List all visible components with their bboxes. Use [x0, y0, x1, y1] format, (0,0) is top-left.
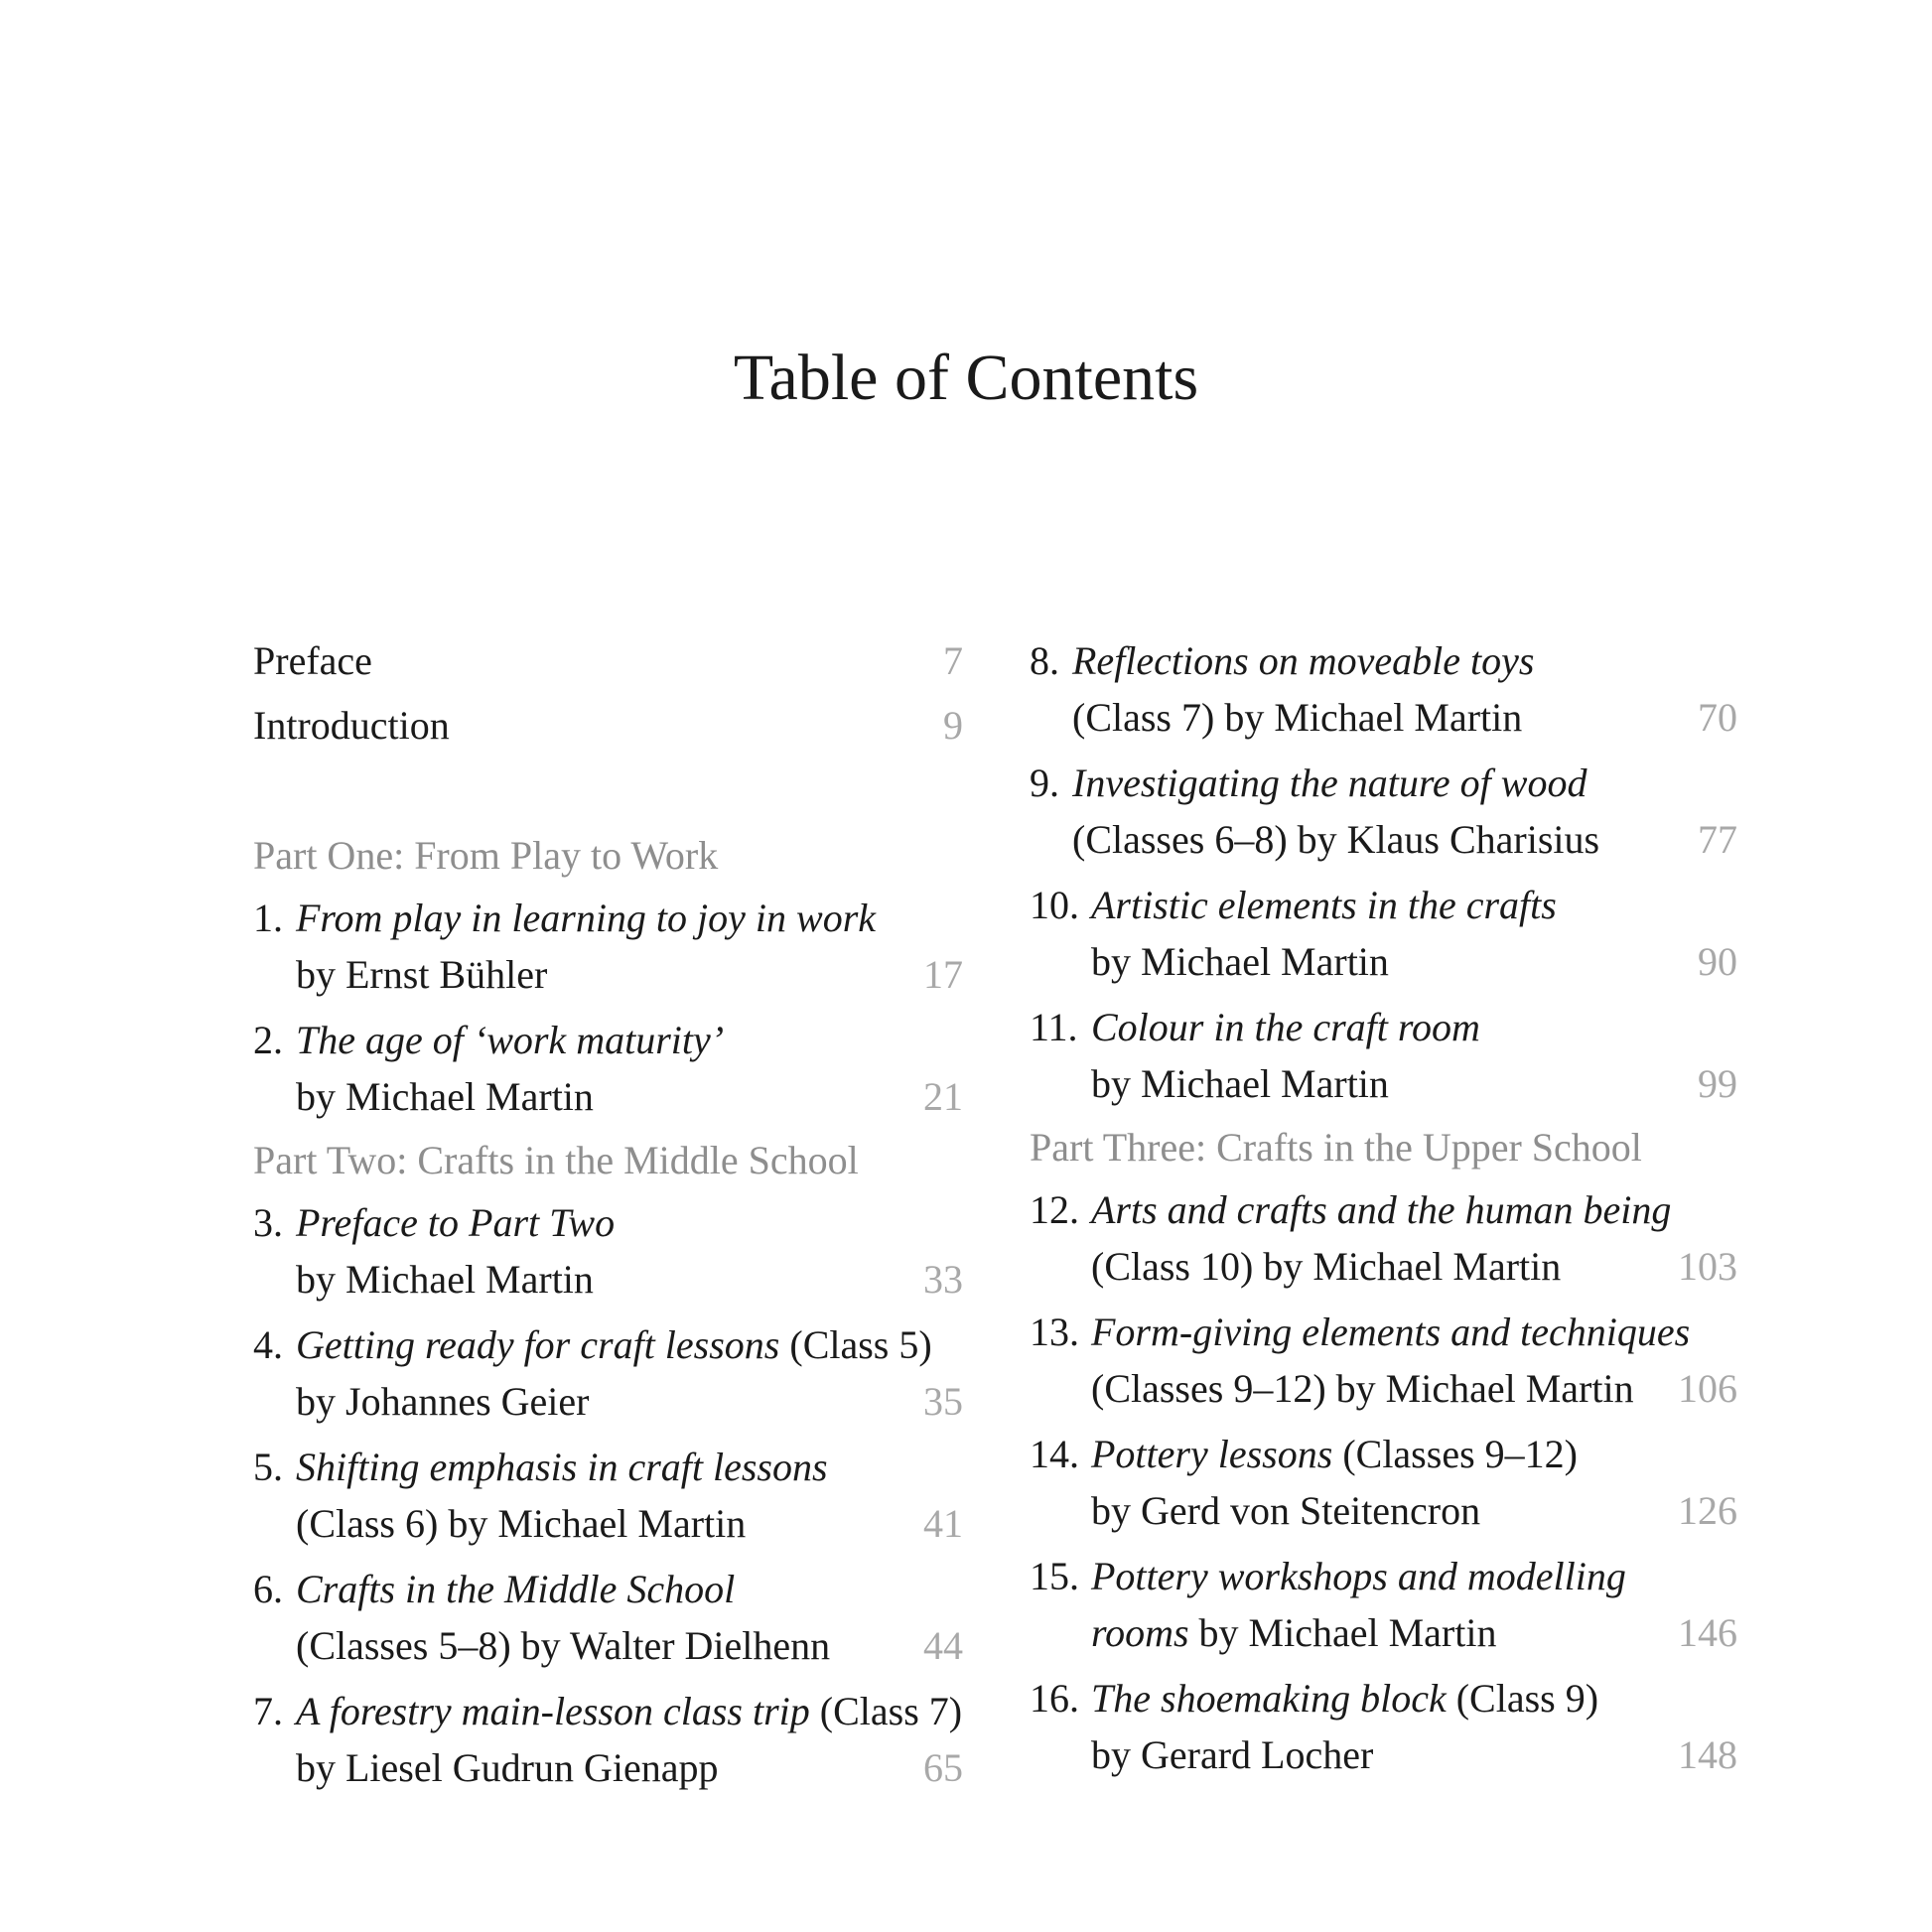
entry-number: 10.: [1030, 883, 1079, 927]
entry-author: by Johannes Geier: [296, 1379, 590, 1424]
entry-title-line: [1091, 1426, 1737, 1482]
entry-title-line: [1072, 755, 1737, 811]
entry-author: by Michael Martin: [296, 1257, 594, 1302]
toc-entry: [1030, 632, 1737, 746]
entry-number: 4.: [253, 1322, 283, 1367]
part-three-entries: [1030, 1181, 1737, 1783]
entry-title: Reflections on moveable toys: [1072, 638, 1535, 683]
entry-title-line: [296, 1561, 963, 1617]
entry-title: Pottery lessons: [1091, 1432, 1333, 1476]
entry-number: 16.: [1030, 1676, 1079, 1721]
entry-author-line: [1091, 1726, 1737, 1783]
entry-title: From play in learning to joy in work: [296, 896, 877, 940]
entry-title: Preface to Part Two: [296, 1200, 616, 1245]
page-number: 33: [923, 1257, 963, 1302]
entry-author: (Class 10) by Michael Martin: [1091, 1244, 1562, 1289]
entry-title: Colour in the craft room: [1091, 1005, 1480, 1049]
part-two-entries: [253, 1194, 963, 1796]
entry-author-line: [1091, 1055, 1737, 1112]
toc-entry: [1030, 1426, 1737, 1539]
entry-number: 13.: [1030, 1310, 1079, 1354]
page-number: 77: [1698, 817, 1737, 862]
entry-title-line: [296, 890, 963, 946]
entry-author-line: [296, 1373, 963, 1430]
toc-entry: [1030, 877, 1737, 990]
entry-author-line: [296, 1068, 963, 1125]
entry-title-line: [296, 1439, 963, 1495]
part-two-heading: Part Two: Crafts in the Middle School: [253, 1138, 859, 1182]
entry-title-line: [1091, 999, 1737, 1055]
toc-entry: [1030, 999, 1737, 1112]
entry-author-line: [296, 1495, 963, 1552]
page-number: 99: [1698, 1061, 1737, 1106]
page-number: 21: [923, 1074, 963, 1119]
entry-line2-italic: rooms: [1091, 1610, 1189, 1655]
entry-author-line: [296, 1617, 963, 1674]
page-number: 7: [943, 638, 963, 683]
entry-author: by Gerard Locher: [1091, 1732, 1374, 1777]
entry-author-line: [1091, 933, 1737, 990]
toc-right-column: [1030, 632, 1737, 1792]
entry-author: (Classes 5–8) by Walter Dielhenn: [296, 1623, 831, 1668]
part-three-heading: Part Three: Crafts in the Upper School: [1030, 1125, 1642, 1170]
entry-title: Getting ready for craft lessons: [296, 1322, 780, 1367]
entry-title: Arts and crafts and the human being: [1091, 1187, 1672, 1232]
entry-author-line: [296, 1251, 963, 1308]
entry-title: Form-giving elements and techniques: [1091, 1310, 1691, 1354]
toc-entry: [1030, 1670, 1737, 1783]
page-number: 103: [1678, 1244, 1737, 1289]
page-number: 106: [1678, 1366, 1737, 1411]
entry-title-line: [1091, 1670, 1737, 1726]
page-number: 126: [1678, 1488, 1737, 1533]
entry-author-line: [296, 1739, 963, 1796]
entry-number: 8.: [1030, 638, 1059, 683]
entry-author: by Michael Martin: [296, 1074, 594, 1119]
entry-author: (Classes 9–12) by Michael Martin: [1091, 1366, 1634, 1411]
entry-author: by Liesel Gudrun Gienapp: [296, 1745, 719, 1790]
entry-author: by Michael Martin: [1188, 1610, 1497, 1655]
entry-author: (Class 7) by Michael Martin: [1072, 695, 1523, 740]
toc-front-row: [253, 632, 963, 689]
toc-front-label: Preface: [253, 638, 372, 683]
toc-entry: [253, 1194, 963, 1308]
entry-title: Crafts in the Middle School: [296, 1567, 736, 1611]
entry-number: 14.: [1030, 1432, 1079, 1476]
entry-author-line: [1091, 1360, 1737, 1417]
page-number: 9: [943, 703, 963, 748]
entry-number: 15.: [1030, 1554, 1079, 1598]
entry-author: by Michael Martin: [1091, 939, 1389, 984]
toc-entry: [1030, 1304, 1737, 1417]
entry-author-line: [1072, 811, 1737, 868]
entry-author-line: [1091, 1238, 1737, 1295]
toc-entry: [1030, 1181, 1737, 1295]
entry-title-line: [1091, 1304, 1737, 1360]
entry-title-rest: (Class 7): [809, 1689, 963, 1733]
entry-author-line: [1091, 1604, 1737, 1661]
toc-left-column: [253, 632, 963, 1805]
toc-entry: [253, 1683, 963, 1796]
toc-entry: [253, 1561, 963, 1674]
entry-number: 3.: [253, 1200, 283, 1245]
entry-author: by Michael Martin: [1091, 1061, 1389, 1106]
entry-number: 5.: [253, 1445, 283, 1489]
entry-author: by Gerd von Steitencron: [1091, 1488, 1481, 1533]
page-number: 90: [1698, 939, 1737, 984]
entry-author: (Classes 6–8) by Klaus Charisius: [1072, 817, 1600, 862]
entry-author-line: [1091, 1482, 1737, 1539]
part-one-heading: Part One: From Play to Work: [253, 833, 719, 878]
entry-title-line: [296, 1194, 963, 1251]
page-number: 146: [1678, 1610, 1737, 1655]
entry-number: 11.: [1030, 1005, 1078, 1049]
toc-entry: [253, 1439, 963, 1552]
entry-number: 9.: [1030, 760, 1059, 805]
page-number: 148: [1678, 1732, 1737, 1777]
toc-entry: [253, 1316, 963, 1430]
entry-title: Investigating the nature of wood: [1072, 760, 1587, 805]
entry-title: Shifting emphasis in craft lessons: [296, 1445, 828, 1489]
page-number: 70: [1698, 695, 1737, 740]
part-one-entries: [253, 890, 963, 1125]
entry-author-line: [296, 946, 963, 1003]
entry-title-line: [1091, 1548, 1737, 1604]
page-number: 41: [923, 1501, 963, 1546]
entry-number: 12.: [1030, 1187, 1079, 1232]
page-number: 65: [923, 1745, 963, 1790]
entry-title: Artistic elements in the crafts: [1091, 883, 1557, 927]
entry-number: 1.: [253, 896, 283, 940]
toc-front-row: [253, 697, 963, 754]
entry-title-line: [296, 1316, 963, 1373]
entry-title-rest: (Classes 9–12): [1332, 1432, 1578, 1476]
entry-title: Pottery workshops and modelling: [1091, 1554, 1626, 1598]
page-number: 35: [923, 1379, 963, 1424]
entry-title-line: [1072, 632, 1737, 689]
entry-number: 2.: [253, 1018, 283, 1062]
entry-title: The age of ‘work maturity’: [296, 1018, 725, 1062]
toc-entry: [253, 890, 963, 1003]
entry-title-rest: (Class 5): [779, 1322, 932, 1367]
entry-title-line: [1091, 877, 1737, 933]
entry-title-line: [296, 1683, 963, 1739]
toc-front-label: Introduction: [253, 703, 450, 748]
page-title: Table of Contents: [733, 342, 1199, 414]
toc-entry: [1030, 1548, 1737, 1661]
entry-author-line: [1072, 689, 1737, 746]
toc-entry: [253, 1012, 963, 1125]
entry-title-rest: (Class 9): [1446, 1676, 1599, 1721]
part-two-continued-entries: [1030, 632, 1737, 1112]
entry-title: The shoemaking block: [1091, 1676, 1447, 1721]
entry-number: 7.: [253, 1689, 283, 1733]
entry-number: 6.: [253, 1567, 283, 1611]
entry-author: by Ernst Bühler: [296, 952, 548, 997]
entry-title: A forestry main-lesson class trip: [296, 1689, 810, 1733]
toc-entry: [1030, 755, 1737, 868]
entry-author: (Class 6) by Michael Martin: [296, 1501, 747, 1546]
entry-title-line: [1091, 1181, 1737, 1238]
page-number: 44: [923, 1623, 963, 1668]
entry-title-line: [296, 1012, 963, 1068]
page-number: 17: [923, 952, 963, 997]
front-matter: [253, 632, 963, 754]
